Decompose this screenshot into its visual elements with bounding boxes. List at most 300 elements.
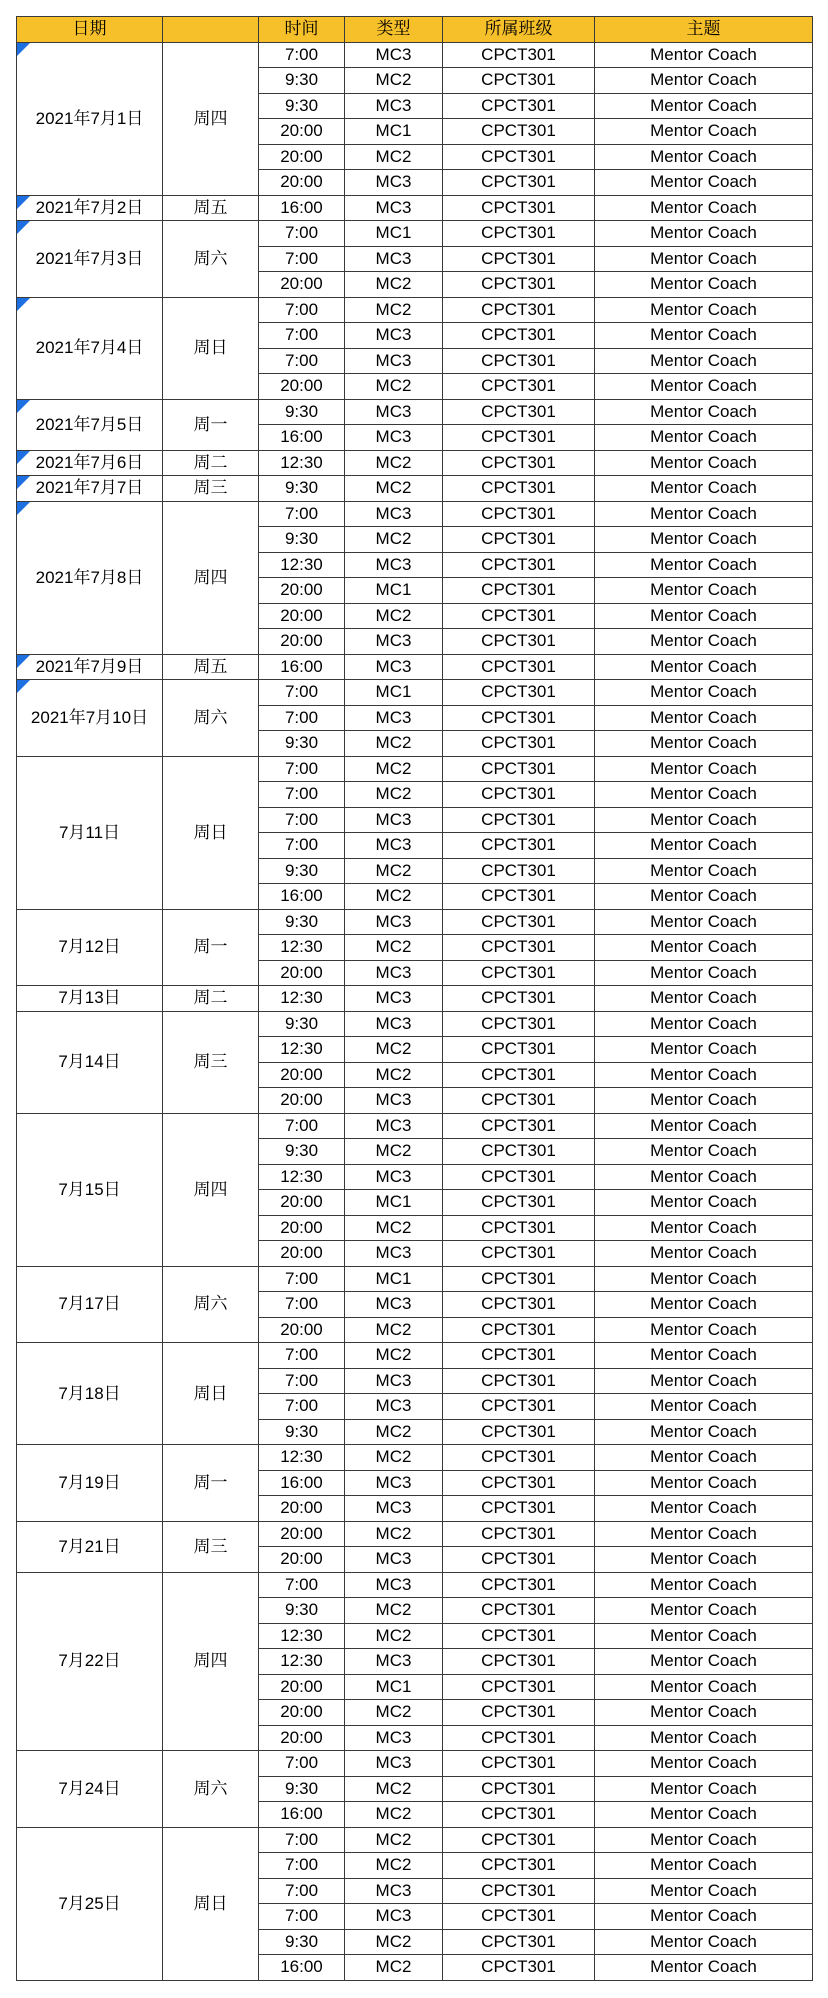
topic-cell[interactable]: Mentor Coach	[595, 858, 813, 884]
weekday-cell[interactable]: 周六	[163, 1266, 259, 1343]
class-cell[interactable]: CPCT301	[443, 603, 595, 629]
date-cell[interactable]	[17, 195, 163, 221]
type-cell[interactable]: MC3	[345, 1649, 443, 1675]
topic-cell[interactable]: Mentor Coach	[595, 1215, 813, 1241]
time-cell[interactable]: 20:00	[259, 1088, 345, 1114]
time-cell[interactable]: 7:00	[259, 1751, 345, 1777]
topic-cell[interactable]: Mentor Coach	[595, 935, 813, 961]
topic-cell[interactable]: Mentor Coach	[595, 1113, 813, 1139]
class-cell[interactable]: CPCT301	[443, 476, 595, 502]
type-cell[interactable]: MC2	[345, 1037, 443, 1063]
time-cell[interactable]: 7:00	[259, 1827, 345, 1853]
class-cell[interactable]: CPCT301	[443, 399, 595, 425]
class-cell[interactable]: CPCT301	[443, 1343, 595, 1369]
topic-cell[interactable]: Mentor Coach	[595, 1547, 813, 1573]
date-cell[interactable]	[17, 501, 163, 654]
class-cell[interactable]: CPCT301	[443, 501, 595, 527]
class-cell[interactable]: CPCT301	[443, 1776, 595, 1802]
class-cell[interactable]: CPCT301	[443, 578, 595, 604]
type-cell[interactable]: MC2	[345, 1062, 443, 1088]
time-cell[interactable]: 20:00	[259, 1215, 345, 1241]
time-cell[interactable]: 9:30	[259, 1011, 345, 1037]
type-cell[interactable]: MC3	[345, 399, 443, 425]
type-cell[interactable]: MC2	[345, 884, 443, 910]
type-cell[interactable]: MC3	[345, 348, 443, 374]
type-cell[interactable]: MC1	[345, 1674, 443, 1700]
time-cell[interactable]: 16:00	[259, 1955, 345, 1981]
time-cell[interactable]: 7:00	[259, 1904, 345, 1930]
class-cell[interactable]: CPCT301	[443, 323, 595, 349]
type-cell[interactable]: MC1	[345, 680, 443, 706]
class-cell[interactable]: CPCT301	[443, 1215, 595, 1241]
time-cell[interactable]: 9:30	[259, 93, 345, 119]
topic-cell[interactable]: Mentor Coach	[595, 1598, 813, 1624]
date-cell[interactable]	[17, 909, 163, 986]
topic-cell[interactable]: Mentor Coach	[595, 1139, 813, 1165]
class-cell[interactable]: CPCT301	[443, 552, 595, 578]
class-cell[interactable]: CPCT301	[443, 629, 595, 655]
time-cell[interactable]: 12:30	[259, 552, 345, 578]
time-cell[interactable]: 20:00	[259, 1496, 345, 1522]
class-cell[interactable]: CPCT301	[443, 1955, 595, 1981]
type-cell[interactable]: MC3	[345, 807, 443, 833]
time-cell[interactable]: 20:00	[259, 1317, 345, 1343]
type-cell[interactable]: MC3	[345, 501, 443, 527]
topic-cell[interactable]: Mentor Coach	[595, 144, 813, 170]
topic-cell[interactable]: Mentor Coach	[595, 374, 813, 400]
time-cell[interactable]: 20:00	[259, 1521, 345, 1547]
date-cell[interactable]	[17, 476, 163, 502]
time-cell[interactable]: 9:30	[259, 731, 345, 757]
type-cell[interactable]: MC2	[345, 603, 443, 629]
type-cell[interactable]: MC2	[345, 450, 443, 476]
date-cell[interactable]	[17, 756, 163, 909]
date-cell[interactable]	[17, 1572, 163, 1751]
topic-cell[interactable]: Mentor Coach	[595, 705, 813, 731]
topic-cell[interactable]: Mentor Coach	[595, 629, 813, 655]
type-cell[interactable]: MC3	[345, 654, 443, 680]
type-cell[interactable]: MC2	[345, 1139, 443, 1165]
type-cell[interactable]: MC2	[345, 476, 443, 502]
topic-cell[interactable]: Mentor Coach	[595, 1088, 813, 1114]
date-cell[interactable]	[17, 42, 163, 195]
topic-cell[interactable]: Mentor Coach	[595, 399, 813, 425]
weekday-cell[interactable]: 周六	[163, 221, 259, 298]
topic-cell[interactable]: Mentor Coach	[595, 1572, 813, 1598]
topic-cell[interactable]: Mentor Coach	[595, 348, 813, 374]
topic-cell[interactable]: Mentor Coach	[595, 603, 813, 629]
topic-cell[interactable]: Mentor Coach	[595, 1904, 813, 1930]
class-cell[interactable]: CPCT301	[443, 1878, 595, 1904]
time-cell[interactable]: 12:30	[259, 1623, 345, 1649]
time-cell[interactable]: 9:30	[259, 1419, 345, 1445]
weekday-cell[interactable]: 周一	[163, 909, 259, 986]
type-cell[interactable]: MC2	[345, 1598, 443, 1624]
date-cell[interactable]	[17, 399, 163, 450]
topic-cell[interactable]: Mentor Coach	[595, 909, 813, 935]
header-date[interactable]: 日期	[17, 17, 163, 43]
class-cell[interactable]: CPCT301	[443, 68, 595, 94]
topic-cell[interactable]: Mentor Coach	[595, 425, 813, 451]
topic-cell[interactable]: Mentor Coach	[595, 119, 813, 145]
time-cell[interactable]: 16:00	[259, 195, 345, 221]
topic-cell[interactable]: Mentor Coach	[595, 1496, 813, 1522]
time-cell[interactable]: 7:00	[259, 1572, 345, 1598]
topic-cell[interactable]: Mentor Coach	[595, 297, 813, 323]
time-cell[interactable]: 20:00	[259, 603, 345, 629]
type-cell[interactable]: MC2	[345, 782, 443, 808]
time-cell[interactable]: 20:00	[259, 1190, 345, 1216]
type-cell[interactable]: MC2	[345, 1853, 443, 1879]
class-cell[interactable]: CPCT301	[443, 348, 595, 374]
class-cell[interactable]: CPCT301	[443, 1445, 595, 1471]
type-cell[interactable]: MC3	[345, 1164, 443, 1190]
class-cell[interactable]: CPCT301	[443, 1700, 595, 1726]
topic-cell[interactable]: Mentor Coach	[595, 1623, 813, 1649]
weekday-cell[interactable]: 周一	[163, 399, 259, 450]
class-cell[interactable]: CPCT301	[443, 1317, 595, 1343]
topic-cell[interactable]: Mentor Coach	[595, 552, 813, 578]
topic-cell[interactable]: Mentor Coach	[595, 1292, 813, 1318]
class-cell[interactable]: CPCT301	[443, 1368, 595, 1394]
type-cell[interactable]: MC3	[345, 42, 443, 68]
type-cell[interactable]: MC2	[345, 756, 443, 782]
time-cell[interactable]: 20:00	[259, 374, 345, 400]
time-cell[interactable]: 7:00	[259, 246, 345, 272]
time-cell[interactable]: 7:00	[259, 833, 345, 859]
time-cell[interactable]: 7:00	[259, 680, 345, 706]
time-cell[interactable]: 12:30	[259, 1037, 345, 1063]
class-cell[interactable]: CPCT301	[443, 756, 595, 782]
type-cell[interactable]: MC3	[345, 1904, 443, 1930]
topic-cell[interactable]: Mentor Coach	[595, 986, 813, 1012]
topic-cell[interactable]: Mentor Coach	[595, 731, 813, 757]
class-cell[interactable]: CPCT301	[443, 246, 595, 272]
type-cell[interactable]: MC2	[345, 1700, 443, 1726]
type-cell[interactable]: MC3	[345, 1470, 443, 1496]
date-cell[interactable]	[17, 986, 163, 1012]
type-cell[interactable]: MC3	[345, 629, 443, 655]
type-cell[interactable]: MC2	[345, 935, 443, 961]
class-cell[interactable]: CPCT301	[443, 1751, 595, 1777]
class-cell[interactable]: CPCT301	[443, 1521, 595, 1547]
class-cell[interactable]: CPCT301	[443, 833, 595, 859]
time-cell[interactable]: 7:00	[259, 1394, 345, 1420]
weekday-cell[interactable]: 周五	[163, 195, 259, 221]
time-cell[interactable]: 7:00	[259, 756, 345, 782]
time-cell[interactable]: 12:30	[259, 935, 345, 961]
class-cell[interactable]: CPCT301	[443, 935, 595, 961]
date-cell[interactable]	[17, 221, 163, 298]
weekday-cell[interactable]: 周一	[163, 1445, 259, 1522]
time-cell[interactable]: 7:00	[259, 348, 345, 374]
class-cell[interactable]: CPCT301	[443, 297, 595, 323]
time-cell[interactable]: 7:00	[259, 42, 345, 68]
time-cell[interactable]: 20:00	[259, 578, 345, 604]
date-cell[interactable]	[17, 1266, 163, 1343]
time-cell[interactable]: 12:30	[259, 1164, 345, 1190]
class-cell[interactable]: CPCT301	[443, 170, 595, 196]
time-cell[interactable]: 20:00	[259, 1700, 345, 1726]
topic-cell[interactable]: Mentor Coach	[595, 1317, 813, 1343]
type-cell[interactable]: MC2	[345, 1929, 443, 1955]
time-cell[interactable]: 7:00	[259, 807, 345, 833]
topic-cell[interactable]: Mentor Coach	[595, 1853, 813, 1879]
time-cell[interactable]: 20:00	[259, 1547, 345, 1573]
time-cell[interactable]: 9:30	[259, 1929, 345, 1955]
weekday-cell[interactable]: 周四	[163, 1113, 259, 1266]
time-cell[interactable]: 7:00	[259, 1343, 345, 1369]
time-cell[interactable]: 20:00	[259, 1062, 345, 1088]
topic-cell[interactable]: Mentor Coach	[595, 1190, 813, 1216]
type-cell[interactable]: MC1	[345, 1266, 443, 1292]
type-cell[interactable]: MC2	[345, 1827, 443, 1853]
topic-cell[interactable]: Mentor Coach	[595, 884, 813, 910]
class-cell[interactable]: CPCT301	[443, 1802, 595, 1828]
topic-cell[interactable]: Mentor Coach	[595, 1011, 813, 1037]
class-cell[interactable]: CPCT301	[443, 884, 595, 910]
topic-cell[interactable]: Mentor Coach	[595, 1751, 813, 1777]
type-cell[interactable]: MC2	[345, 1215, 443, 1241]
topic-cell[interactable]: Mentor Coach	[595, 1521, 813, 1547]
type-cell[interactable]: MC3	[345, 425, 443, 451]
class-cell[interactable]: CPCT301	[443, 1547, 595, 1573]
class-cell[interactable]: CPCT301	[443, 1037, 595, 1063]
time-cell[interactable]: 7:00	[259, 323, 345, 349]
type-cell[interactable]: MC1	[345, 119, 443, 145]
class-cell[interactable]: CPCT301	[443, 1011, 595, 1037]
topic-cell[interactable]: Mentor Coach	[595, 833, 813, 859]
topic-cell[interactable]: Mentor Coach	[595, 1266, 813, 1292]
topic-cell[interactable]: Mentor Coach	[595, 195, 813, 221]
topic-cell[interactable]: Mentor Coach	[595, 1649, 813, 1675]
type-cell[interactable]: MC3	[345, 1496, 443, 1522]
class-cell[interactable]: CPCT301	[443, 42, 595, 68]
class-cell[interactable]: CPCT301	[443, 119, 595, 145]
topic-cell[interactable]: Mentor Coach	[595, 450, 813, 476]
class-cell[interactable]: CPCT301	[443, 654, 595, 680]
time-cell[interactable]: 20:00	[259, 960, 345, 986]
header-class[interactable]: 所属班级	[443, 17, 595, 43]
class-cell[interactable]: CPCT301	[443, 705, 595, 731]
topic-cell[interactable]: Mentor Coach	[595, 527, 813, 553]
class-cell[interactable]: CPCT301	[443, 195, 595, 221]
class-cell[interactable]: CPCT301	[443, 1623, 595, 1649]
weekday-cell[interactable]: 周日	[163, 1343, 259, 1445]
time-cell[interactable]: 7:00	[259, 1368, 345, 1394]
type-cell[interactable]: MC1	[345, 221, 443, 247]
class-cell[interactable]: CPCT301	[443, 1598, 595, 1624]
topic-cell[interactable]: Mentor Coach	[595, 1725, 813, 1751]
weekday-cell[interactable]: 周三	[163, 476, 259, 502]
class-cell[interactable]: CPCT301	[443, 374, 595, 400]
type-cell[interactable]: MC3	[345, 1751, 443, 1777]
class-cell[interactable]: CPCT301	[443, 527, 595, 553]
weekday-cell[interactable]: 周六	[163, 1751, 259, 1828]
time-cell[interactable]: 16:00	[259, 654, 345, 680]
weekday-cell[interactable]: 周五	[163, 654, 259, 680]
class-cell[interactable]: CPCT301	[443, 1164, 595, 1190]
topic-cell[interactable]: Mentor Coach	[595, 756, 813, 782]
type-cell[interactable]: MC2	[345, 374, 443, 400]
type-cell[interactable]: MC2	[345, 1317, 443, 1343]
type-cell[interactable]: MC1	[345, 578, 443, 604]
time-cell[interactable]: 7:00	[259, 1853, 345, 1879]
time-cell[interactable]: 7:00	[259, 221, 345, 247]
header-time[interactable]: 时间	[259, 17, 345, 43]
class-cell[interactable]: CPCT301	[443, 1649, 595, 1675]
topic-cell[interactable]: Mentor Coach	[595, 1241, 813, 1267]
type-cell[interactable]: MC2	[345, 731, 443, 757]
topic-cell[interactable]: Mentor Coach	[595, 272, 813, 298]
type-cell[interactable]: MC3	[345, 1292, 443, 1318]
topic-cell[interactable]: Mentor Coach	[595, 1394, 813, 1420]
topic-cell[interactable]: Mentor Coach	[595, 1878, 813, 1904]
type-cell[interactable]: MC2	[345, 1343, 443, 1369]
weekday-cell[interactable]: 周日	[163, 297, 259, 399]
type-cell[interactable]: MC3	[345, 170, 443, 196]
type-cell[interactable]: MC2	[345, 1802, 443, 1828]
time-cell[interactable]: 20:00	[259, 119, 345, 145]
time-cell[interactable]: 9:30	[259, 909, 345, 935]
type-cell[interactable]: MC3	[345, 1368, 443, 1394]
topic-cell[interactable]: Mentor Coach	[595, 1700, 813, 1726]
type-cell[interactable]: MC3	[345, 1547, 443, 1573]
time-cell[interactable]: 9:30	[259, 1776, 345, 1802]
topic-cell[interactable]: Mentor Coach	[595, 476, 813, 502]
type-cell[interactable]: MC2	[345, 1776, 443, 1802]
class-cell[interactable]: CPCT301	[443, 1190, 595, 1216]
date-cell[interactable]	[17, 1011, 163, 1113]
class-cell[interactable]: CPCT301	[443, 1929, 595, 1955]
topic-cell[interactable]: Mentor Coach	[595, 501, 813, 527]
class-cell[interactable]: CPCT301	[443, 1674, 595, 1700]
class-cell[interactable]: CPCT301	[443, 1088, 595, 1114]
class-cell[interactable]: CPCT301	[443, 1827, 595, 1853]
type-cell[interactable]: MC2	[345, 527, 443, 553]
class-cell[interactable]: CPCT301	[443, 93, 595, 119]
header-type[interactable]: 类型	[345, 17, 443, 43]
date-cell[interactable]	[17, 1751, 163, 1828]
type-cell[interactable]: MC3	[345, 1394, 443, 1420]
type-cell[interactable]: MC3	[345, 960, 443, 986]
class-cell[interactable]: CPCT301	[443, 1266, 595, 1292]
date-cell[interactable]	[17, 680, 163, 757]
topic-cell[interactable]: Mentor Coach	[595, 1368, 813, 1394]
type-cell[interactable]: MC1	[345, 1190, 443, 1216]
type-cell[interactable]: MC3	[345, 909, 443, 935]
topic-cell[interactable]: Mentor Coach	[595, 1445, 813, 1471]
time-cell[interactable]: 9:30	[259, 1598, 345, 1624]
time-cell[interactable]: 20:00	[259, 1674, 345, 1700]
class-cell[interactable]: CPCT301	[443, 425, 595, 451]
class-cell[interactable]: CPCT301	[443, 1853, 595, 1879]
time-cell[interactable]: 9:30	[259, 858, 345, 884]
weekday-cell[interactable]: 周四	[163, 1572, 259, 1751]
type-cell[interactable]: MC2	[345, 68, 443, 94]
time-cell[interactable]: 9:30	[259, 399, 345, 425]
class-cell[interactable]: CPCT301	[443, 1139, 595, 1165]
type-cell[interactable]: MC3	[345, 195, 443, 221]
type-cell[interactable]: MC3	[345, 986, 443, 1012]
type-cell[interactable]: MC3	[345, 323, 443, 349]
time-cell[interactable]: 16:00	[259, 1470, 345, 1496]
time-cell[interactable]: 20:00	[259, 629, 345, 655]
class-cell[interactable]: CPCT301	[443, 731, 595, 757]
topic-cell[interactable]: Mentor Coach	[595, 1929, 813, 1955]
time-cell[interactable]: 7:00	[259, 1113, 345, 1139]
type-cell[interactable]: MC2	[345, 1419, 443, 1445]
weekday-cell[interactable]: 周四	[163, 501, 259, 654]
time-cell[interactable]: 20:00	[259, 1725, 345, 1751]
type-cell[interactable]: MC3	[345, 1241, 443, 1267]
time-cell[interactable]: 9:30	[259, 68, 345, 94]
topic-cell[interactable]: Mentor Coach	[595, 1674, 813, 1700]
type-cell[interactable]: MC3	[345, 1878, 443, 1904]
time-cell[interactable]: 16:00	[259, 884, 345, 910]
time-cell[interactable]: 7:00	[259, 501, 345, 527]
class-cell[interactable]: CPCT301	[443, 1470, 595, 1496]
topic-cell[interactable]: Mentor Coach	[595, 1419, 813, 1445]
topic-cell[interactable]: Mentor Coach	[595, 578, 813, 604]
weekday-cell[interactable]: 周六	[163, 680, 259, 757]
weekday-cell[interactable]: 周日	[163, 756, 259, 909]
type-cell[interactable]: MC3	[345, 705, 443, 731]
class-cell[interactable]: CPCT301	[443, 221, 595, 247]
time-cell[interactable]: 12:30	[259, 1649, 345, 1675]
type-cell[interactable]: MC2	[345, 1623, 443, 1649]
date-cell[interactable]	[17, 1343, 163, 1445]
date-cell[interactable]	[17, 1521, 163, 1572]
type-cell[interactable]: MC2	[345, 1521, 443, 1547]
type-cell[interactable]: MC2	[345, 144, 443, 170]
class-cell[interactable]: CPCT301	[443, 144, 595, 170]
class-cell[interactable]: CPCT301	[443, 782, 595, 808]
time-cell[interactable]: 16:00	[259, 425, 345, 451]
time-cell[interactable]: 16:00	[259, 1802, 345, 1828]
topic-cell[interactable]: Mentor Coach	[595, 654, 813, 680]
time-cell[interactable]: 7:00	[259, 1878, 345, 1904]
date-cell[interactable]	[17, 654, 163, 680]
type-cell[interactable]: MC2	[345, 272, 443, 298]
topic-cell[interactable]: Mentor Coach	[595, 68, 813, 94]
time-cell[interactable]: 12:30	[259, 1445, 345, 1471]
type-cell[interactable]: MC2	[345, 858, 443, 884]
topic-cell[interactable]: Mentor Coach	[595, 246, 813, 272]
time-cell[interactable]: 9:30	[259, 527, 345, 553]
topic-cell[interactable]: Mentor Coach	[595, 42, 813, 68]
topic-cell[interactable]: Mentor Coach	[595, 680, 813, 706]
topic-cell[interactable]: Mentor Coach	[595, 807, 813, 833]
class-cell[interactable]: CPCT301	[443, 986, 595, 1012]
class-cell[interactable]: CPCT301	[443, 909, 595, 935]
class-cell[interactable]: CPCT301	[443, 1419, 595, 1445]
weekday-cell[interactable]: 周三	[163, 1521, 259, 1572]
type-cell[interactable]: MC2	[345, 297, 443, 323]
class-cell[interactable]: CPCT301	[443, 1904, 595, 1930]
class-cell[interactable]: CPCT301	[443, 1496, 595, 1522]
time-cell[interactable]: 20:00	[259, 170, 345, 196]
time-cell[interactable]: 9:30	[259, 1139, 345, 1165]
time-cell[interactable]: 7:00	[259, 705, 345, 731]
header-topic[interactable]: 主题	[595, 17, 813, 43]
topic-cell[interactable]: Mentor Coach	[595, 1827, 813, 1853]
time-cell[interactable]: 20:00	[259, 1241, 345, 1267]
weekday-cell[interactable]: 周三	[163, 1011, 259, 1113]
weekday-cell[interactable]: 周二	[163, 450, 259, 476]
topic-cell[interactable]: Mentor Coach	[595, 782, 813, 808]
time-cell[interactable]: 9:30	[259, 476, 345, 502]
